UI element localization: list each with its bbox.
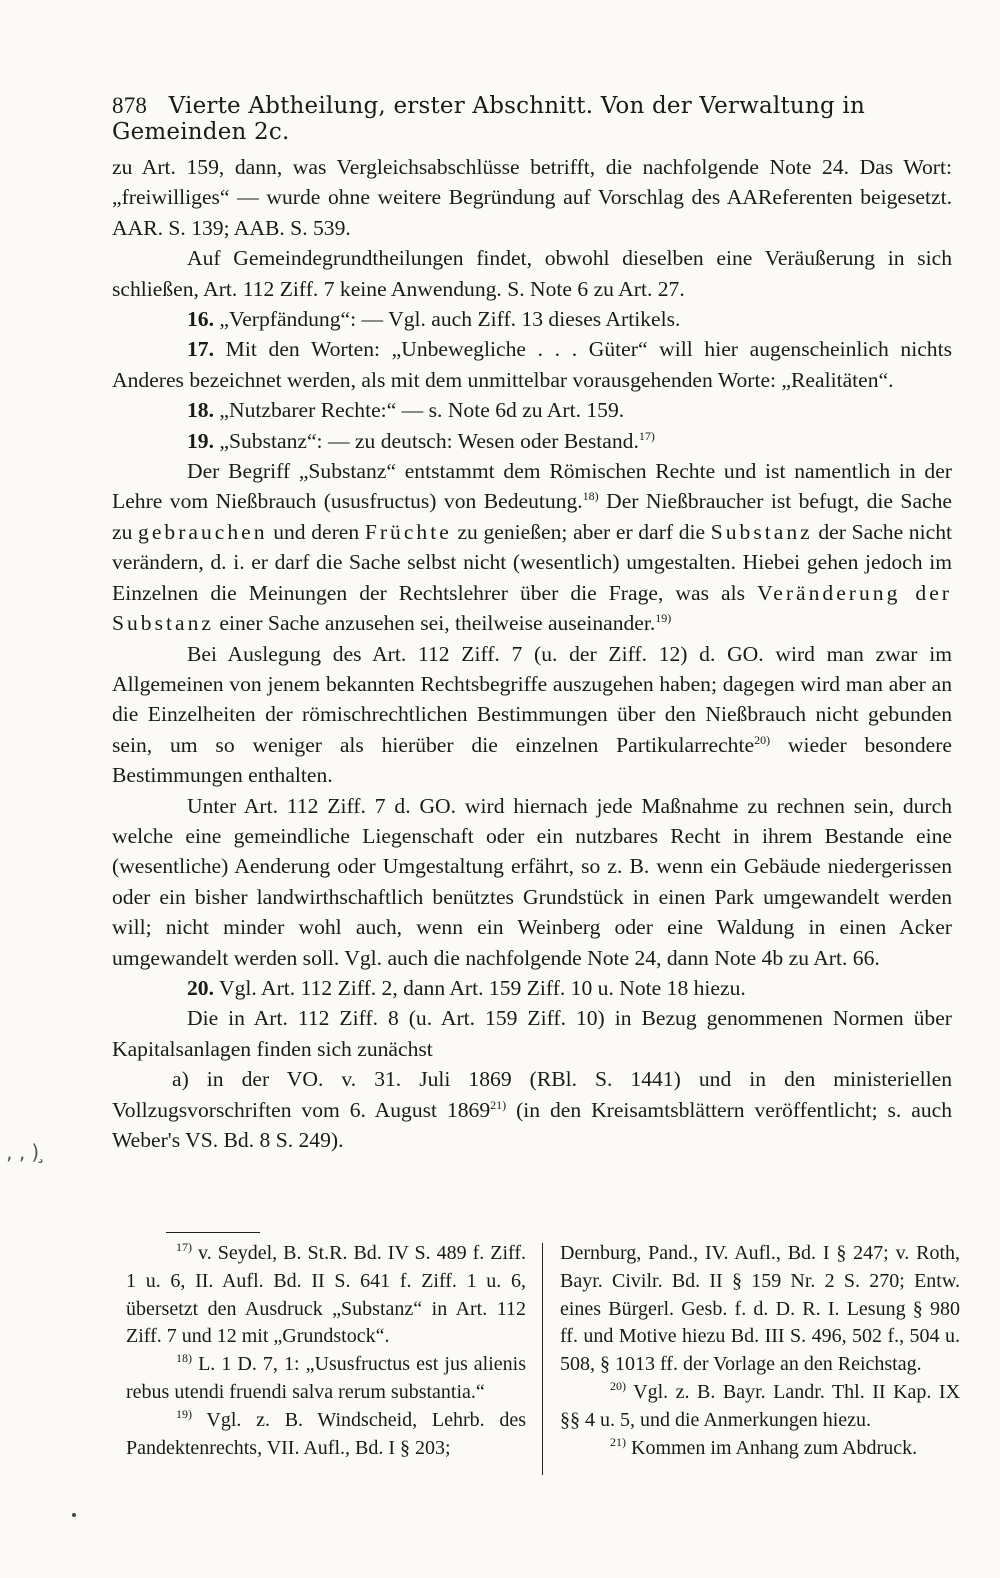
- text-run: der Sache nicht verändern, d. i. er darf die Sache selbst nicht (wesentlich) umgestalten. Hiebei gehen jedoch im Einzelnen die Meinungen der Rechtslehrer über die Frage, was als: [112, 519, 952, 605]
- paragraph: [112, 639, 952, 791]
- note-number: 18.: [187, 398, 214, 423]
- text-run: Der Nießbraucher ist befugt, die Sache zu: [112, 489, 952, 544]
- footnote-18: [126, 1351, 526, 1407]
- footnote-19-continued: Dernburg, Pand., IV. Aufl., Bd. I § 247; v. Roth, Bayr. Civilr. Bd. II § 159 Nr. 2 S. 270; Entw. eines Bürgerl. Gesb. f. d. D. R. I. Lesung § 980 ff. und Motive hiezu Bd. III S. 496, 502 f., 504 u. 508, § 1013 ff. der Vorlage an den Reichstag.: [560, 1242, 960, 1376]
- paragraph: Die in Art. 112 Ziff. 8 (u. Art. 159 Ziff. 10) in Bezug genommenen Normen über Kapitalsanlagen finden sich zunächst: [112, 1006, 952, 1061]
- footnote-text: L. 1 D. 7, 1: „Ususfructus est jus alienis rebus utendi fruendi salva rerum substantia.“: [126, 1353, 527, 1403]
- note-16: [112, 304, 952, 334]
- footnote-text: Vgl. z. B. Bayr. Landr. Thl. II Kap. IX §§ 4 u. 5, und die Anmerkungen hiezu.: [560, 1380, 961, 1431]
- footnote-text: Vgl. z. B. Windscheid, Lehrb. des Pandektenrechts, VII. Aufl., Bd. I § 203;: [126, 1408, 527, 1459]
- note-17: [112, 334, 952, 395]
- note-18: [112, 395, 952, 425]
- paragraph: [112, 456, 952, 638]
- emphasis: Substanz: [710, 519, 813, 544]
- text-run: einer Sache anzusehen sei, theilweise auseinander.: [213, 611, 656, 636]
- footnote-19: [126, 1407, 526, 1463]
- note-text: „Nutzbarer Rechte:“ — s. Note 6d zu Art. 159.: [219, 398, 625, 423]
- footnote-marker: 17): [176, 1240, 192, 1254]
- footnote-rule: [166, 1232, 260, 1233]
- note-number: 20.: [187, 975, 214, 1000]
- emphasis: gebrauchen: [138, 519, 268, 544]
- text-run: zu genießen; aber er darf die: [451, 519, 711, 544]
- text-run: Der Begriff „Substanz“ entstammt dem Römischen Rechte und ist namentlich in der Lehre vom Nießbrauch (ususfructus) von Bedeutung.: [112, 459, 952, 514]
- page-number: 878: [112, 93, 148, 118]
- footnote-marker: 19): [176, 1406, 192, 1421]
- footnotes-right-column: [560, 1240, 960, 1462]
- footnote-ref: 21): [490, 1097, 507, 1112]
- note-text: Vgl. Art. 112 Ziff. 2, dann Art. 159 Ziff. 10 u. Note 18 hiezu.: [219, 975, 746, 1000]
- footnote-17: [126, 1240, 526, 1351]
- text-run: a) in der VO. v. 31. Juli 1869 (RBl. S. 1441) und in den ministeriellen Vollzugsvorschriften vom 6. August 1869: [112, 1067, 952, 1122]
- running-title: Vierte Abtheilung, erster Abschnitt. Von der Verwaltung in Gemeinden 2c.: [112, 93, 865, 145]
- note-number: 17.: [187, 337, 214, 362]
- emphasis: Früchte: [364, 519, 452, 544]
- footnote-marker: 20): [610, 1378, 626, 1393]
- footnote-21: [560, 1435, 960, 1463]
- footnotes-left-column: [126, 1240, 526, 1462]
- footnote-text: v. Seydel, B. St.R. Bd. IV S. 489 f. Ziff. 1 u. 6, II. Aufl. Bd. II S. 641 f. Ziff. 1 u. 6, übersetzt den Ausdruck „Substanz“ in Art. 112 Ziff. 7 und 12 mit „Grundstock“.: [126, 1242, 527, 1348]
- note-20: [112, 973, 952, 1003]
- margin-marks: ‚ ‚ ) ̧: [6, 1140, 46, 1164]
- note-number: 16.: [187, 307, 214, 332]
- column-divider: [542, 1243, 543, 1475]
- emphasis: Veränderung der Substanz: [112, 580, 952, 636]
- text-run: Bei Auslegung des Art. 112 Ziff. 7 (u. der Ziff. 12) d. GO. wird man zwar im Allgemeinen von jenem bekannten Rechtsbegriffe auszugehen haben; dagegen wird man aber an die Einzelheiten der römischrechtlichen Bestimmungen über den Nießbrauch nicht gebunden sein, um so weniger als hierüber die einzelnen Partikularrechte: [112, 641, 952, 757]
- note-number: 19.: [187, 428, 214, 453]
- footnote-marker: 18): [176, 1351, 192, 1366]
- footnote-text: Kommen im Anhang zum Abdruck.: [631, 1436, 918, 1459]
- note-text: „Substanz“: — zu deutsch: Wesen oder Bestand.: [219, 428, 639, 453]
- paragraph: Auf Gemeindegrundtheilungen findet, obwohl dieselben eine Veräußerung in sich schließen, Art. 112 Ziff. 7 keine Anwendung. S. Note 6 zu Art. 27.: [112, 246, 952, 301]
- paragraph: Unter Art. 112 Ziff. 7 d. GO. wird hiernach jede Maßnahme zu rechnen sein, durch welche eine gemeindliche Liegenschaft oder ein nutzbares Recht in ihrem Bestande eine (wesentliche) Aenderung oder Umgestaltung erfährt, so z. B. wenn ein Gebäude niedergerissen oder ein bisher landwirthschaftlich benütztes Grundstück in einen Park umgewandelt werden will; nicht minder wohl auch, wenn ein Weinberg oder eine Waldung in einen Acker umgewandelt werden soll. Vgl. auch die nachfolgende Note 24, dann Note 4b zu Art. 66.: [112, 793, 952, 970]
- ink-speck: [72, 1513, 76, 1517]
- text-run: und deren: [267, 519, 365, 544]
- footnote-ref: 19): [655, 611, 672, 626]
- text-run: wieder besondere Bestimmungen enthalten.: [112, 732, 952, 788]
- text-run: (in den Kreisamtsblättern veröffentlicht; s. auch Weber's VS. Bd. 8 S. 249).: [112, 1097, 952, 1152]
- footnote-ref: 20): [754, 732, 771, 747]
- note-text: Mit den Worten: „Unbewegliche . . . Güter“ will hier augenscheinlich nichts Anderes bezeichnet werden, als mit dem unmittelbar vorausgehenden Worte: „Realitäten“.: [112, 337, 953, 392]
- running-header: [112, 93, 912, 145]
- footnote-ref: 18): [582, 489, 599, 504]
- footnote-marker: 21): [610, 1434, 626, 1449]
- paragraph: zu Art. 159, dann, was Vergleichsabschlüsse betrifft, die nachfolgende Note 24. Das Wort: „freiwilliges“ — wurde ohne weitere Begründung auf Vorschlag des AAReferenten beigesetzt. AAR. S. 139; AAB. S. 539.: [112, 155, 952, 240]
- note-text: „Verpfändung“: — Vgl. auch Ziff. 13 dieses Artikels.: [219, 307, 681, 332]
- main-text: [112, 152, 952, 1155]
- note-19: [112, 426, 952, 456]
- footnote-ref: 17): [638, 428, 655, 443]
- footnote-20: [560, 1379, 960, 1435]
- list-item: [112, 1064, 952, 1155]
